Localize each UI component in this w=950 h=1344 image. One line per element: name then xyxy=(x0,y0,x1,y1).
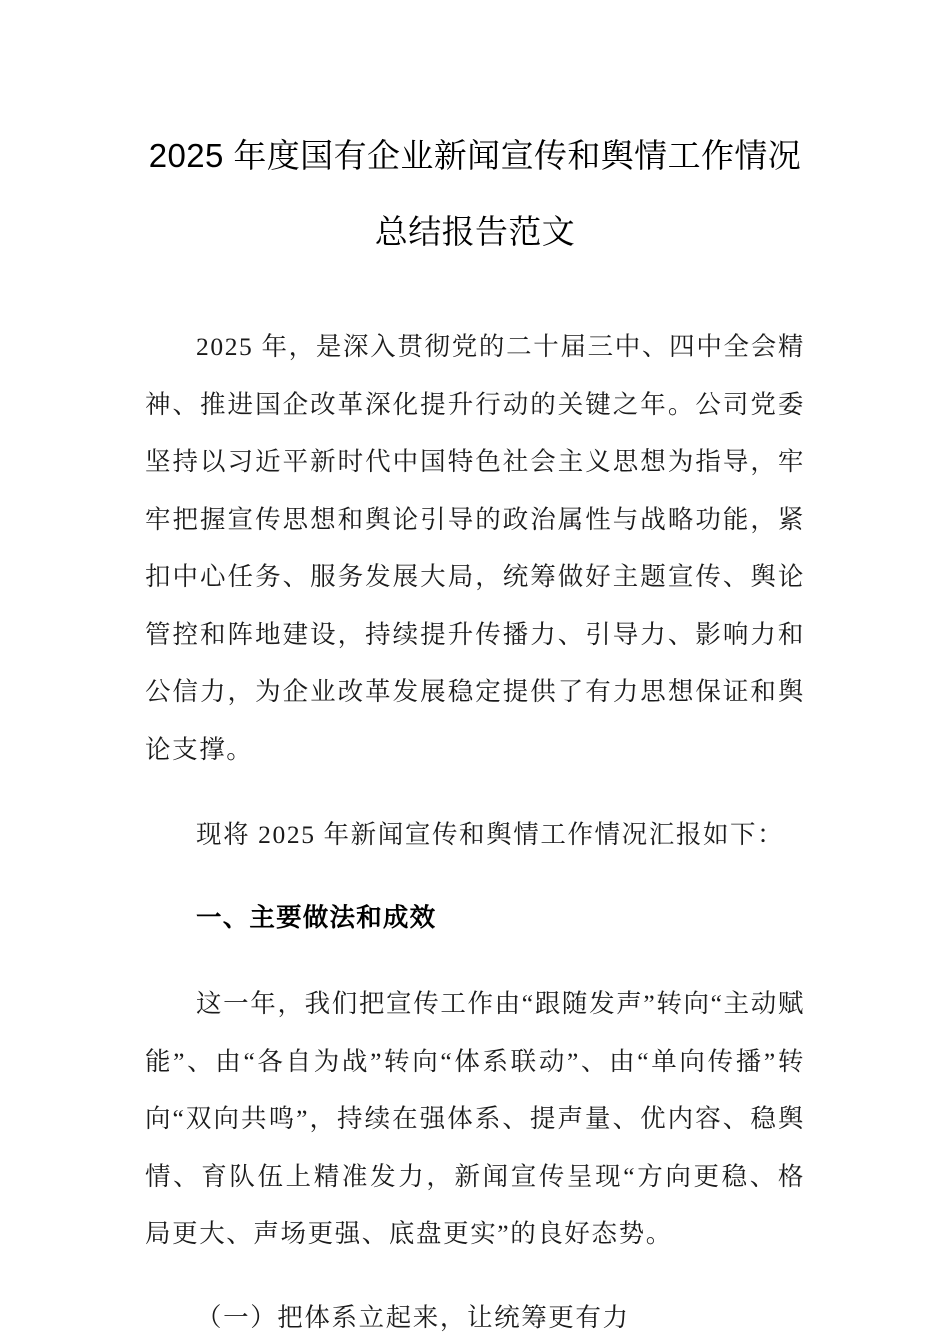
paragraph-year-summary: 这一年，我们把宣传工作由“跟随发声”转向“主动赋能”、由“各自为战”转向“体系联动”、由“单向传播”转向“双向共鸣”，持续在强体系、提声量、优内容、稳舆情、育队伍上精准发力，新闻宣传呈现“方向更稳、格局更大、声场更强、底盘更实”的良好态势。 xyxy=(145,989,805,1248)
document-content-column xyxy=(145,0,805,1344)
paragraph-report-lead-in: 现将 2025 年新闻宣传和舆情工作情况汇报如下： xyxy=(196,820,785,849)
paragraph-opening-overview: 2025 年，是深入贯彻党的二十届三中、四中全会精神、推进国企改革深化提升行动的关键之年。公司党委坚持以习近平新时代中国特色社会主义思想为指导，牢牢把握宣传思想和舆论引导的政治属性与战略功能，紧扣中心任务、服务发展大局，统筹做好主题宣传、舆论管控和阵地建设，持续提升传播力、引导力、影响力和公信力，为企业改革发展稳定提供了有力思想保证和舆论支撑。 xyxy=(145,332,805,764)
heading-subsection-one-a: （一）把体系立起来，让统筹更有力 xyxy=(196,1302,630,1332)
heading-section-one: 一、主要做法和成效 xyxy=(196,903,437,932)
page-title: 2025 年度国有企业新闻宣传和舆情工作情况总结报告范文 xyxy=(148,137,802,250)
